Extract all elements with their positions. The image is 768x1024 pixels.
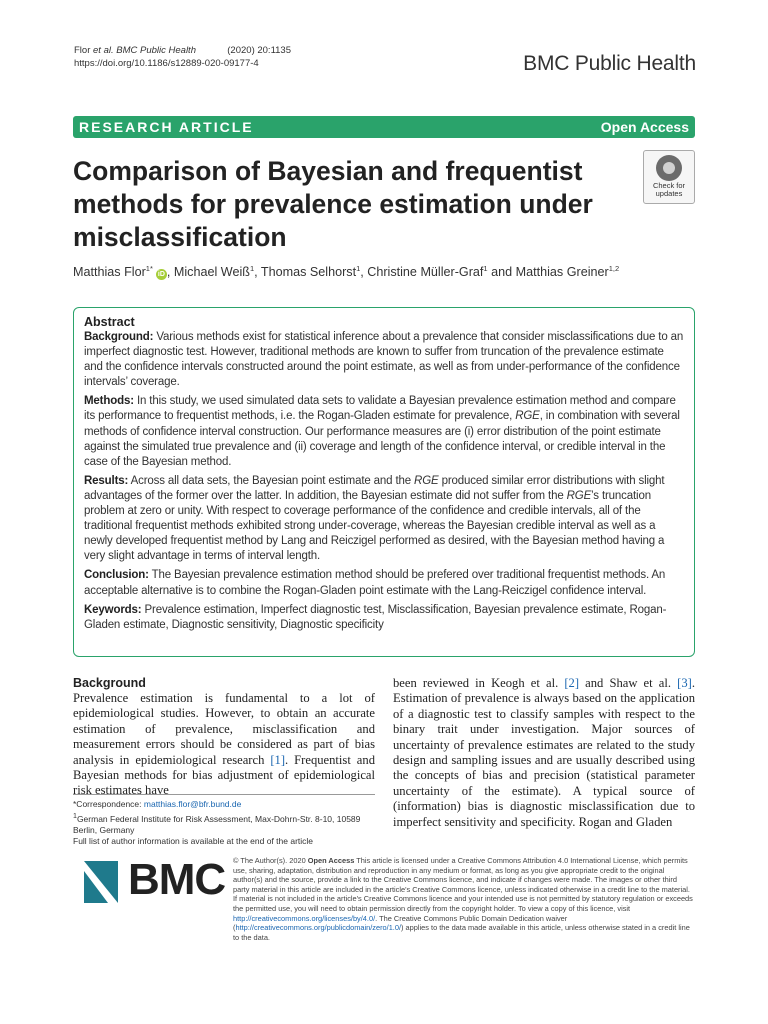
license-link[interactable]: http://creativecommons.org/licenses/by/4.0/ xyxy=(233,913,376,923)
full-author-info-note: Full list of author information is available at the end of the article xyxy=(73,836,314,847)
author-name[interactable]: , Thomas Selhorst xyxy=(254,265,357,280)
check-for-updates-line2: updates xyxy=(655,189,683,198)
article-type-banner xyxy=(73,116,695,138)
open-access-label: Open Access xyxy=(600,119,689,135)
cite-author: Flor xyxy=(74,45,91,56)
abstract-results: Results: Across all data sets, the Bayesian point estimate and the RGE produced similar error distributions with slight advantages of the former over the latter. In addition, the Bayesian estimate did not suffer from the RGE’s truncation problem at zero or unity. With respect to coverage performance of the confidence and credible intervals, all of the traditional frequentist methods exhibited strong under-coverage, whereas the Bayesian credible interval as well as a newly developed frequentist method by Lang and Reiczigel performed as desired, with the Bayesian method having a very slight advantage in terms of interval length. xyxy=(84,474,665,563)
license-statement: © The Author(s). 2020 Open Access This article is licensed under a Creative Commons Attribution 4.0 International License, which permits use, sharing, adaptation, distribution and reproduction in any medium or format, as long as you give appropriate credit to the original author(s) and the source, provide a link to the Creative Commons licence, and indicate if changes were made. The images or other third party material in this article are included in the article's Creative Commons licence, unless indicated otherwise in a credit line to the material. If material is not included in the article's Creative Commons licence and your intended use is not permitted by statutory regulation or exceeds the permitted use, you will need to obtain permission directly from the copyright holder. To view a copy of this licence, visit http://creativecommons.org/licenses/by/4.0/. The Creative Commons Public Domain Dedication waiver (http://creativecommons.org/publicdomain/zero/1.0/) applies to the data made available in this article, unless otherwise stated in a credit line to the data. xyxy=(233,856,693,942)
reference-link[interactable]: [1] xyxy=(270,752,286,767)
check-for-updates-line1: Check for xyxy=(652,181,686,190)
affiliation: German Federal Institute for Risk Assessment, Max-Dohrn-Str. 8-10, 10589 Berlin, Germany xyxy=(73,813,361,835)
abstract-heading: Abstract xyxy=(84,315,135,329)
body-right-column: been reviewed in Keogh et al. [2] and Shaw et al. [3]. Estimation of prevalence is always based on the application of a diagnostic test to classify samples with respect to the binary trait under investigation. Major sources of uncertainty of prevalence estimates are related to the study design and sampling issues and are usually described using the concepts of bias and precision (statistical parameter uncertainty of the estimate). A typical source of (information) bias is diagnostic misclassification due to imperfect sensitivity and specificity. Rogan and Gladen xyxy=(393,676,695,829)
abstract-conclusion: Conclusion: The Bayesian prevalence estimation method should be prefered over traditional frequentist methods. An acceptable alternative is to combine the Rogan-Gladen point estimate with the Lang-Reiczigel confidence interval. xyxy=(84,569,666,597)
article-title: Comparison of Bayesian and frequentist methods for prevalence estimation under misclassification xyxy=(73,156,593,252)
cite-et-al: et al. BMC Public Health xyxy=(93,45,196,56)
body-left-column: Background Prevalence estimation is fundamental to a lot of epidemiological studies. However, to obtain an accurate estimation of prevalence, misclassification and measurement errors should be considered as part of bias analysis in epidemiological research [1]. Frequentist and Bayesian methods for bias adjustment of epidemiological risk estimates have xyxy=(73,676,375,798)
correspondence-email-link[interactable]: matthias.flor@bfr.bund.de xyxy=(143,799,242,809)
author-name[interactable]: , Michael Weiß xyxy=(166,265,250,280)
abstract-box xyxy=(73,307,695,657)
abstract-background: Background: Various methods exist for statistical inference about a prevalence that consider misclassifications due to an imperfect diagnostic test. However, traditional methods are known to suffer from truncation of the prevalence estimate and the confidence intervals constructed around the point estimate, as well as from under-performance of the confidence intervals’ coverage. xyxy=(84,331,684,389)
article-type-label: RESEARCH ARTICLE xyxy=(79,119,254,135)
cite-volume: (2020) 20:1135 xyxy=(227,45,292,56)
crossmark-icon xyxy=(656,155,682,181)
orcid-icon[interactable]: iD xyxy=(157,271,165,279)
abstract-keywords: Keywords: Prevalence estimation, Imperfect diagnostic test, Misclassification, Bayesian prevalence estimate, Rogan-Gladen estimate, Diagnostic sensitivity, Diagnostic specificity xyxy=(84,603,667,631)
citation-block xyxy=(74,44,291,70)
abstract-methods: Methods: In this study, we used simulated data sets to validate a Bayesian prevalence estimation method and compare its performance to frequentist methods, i.e. the Rogan-Gladen estimate for prevalence, RGE, in combination with several methods of confidence interval construction. Our performance measures are (i) error distribution of the point estimate against the simulated true prevalence and (ii) coverage and length of the confidence interval, or credible interval in the case of the Bayesian method. xyxy=(84,395,680,468)
bmc-logo-text: BMC xyxy=(128,855,226,904)
footnotes: *Correspondence: matthias.flor@bfr.bund.de $^1$German Federal Institute for Risk Assessment, Max-Dohrn-Str. 8-10, 10589 Berlin, Germany Full list of author information is available at the end of the article xyxy=(73,794,375,848)
reference-link[interactable]: [2] xyxy=(564,676,580,690)
journal-name: BMC Public Health xyxy=(523,52,696,75)
doi-link[interactable]: https://doi.org/10.1186/s12889-020-09177-4 xyxy=(74,58,259,69)
reference-link[interactable]: [3] xyxy=(677,676,692,690)
cc0-link[interactable]: http://creativecommons.org/publicdomain/zero/1.0/ xyxy=(235,923,402,933)
check-for-updates-button[interactable] xyxy=(643,150,695,204)
section-heading-background: Background xyxy=(73,676,146,690)
author-name[interactable]: and Matthias Greiner xyxy=(487,265,609,280)
author-name[interactable]: Matthias Flor xyxy=(73,265,146,280)
author-name[interactable]: , Christine Müller-Graf xyxy=(360,265,484,280)
author-list: Matthias Flor$^{1*}$iD , Michael Weiß$^1$, Thomas Selhorst$^1$, Christine Müller-Graf$^1$ and Matthias Greiner$^{1,2}$ xyxy=(73,264,620,280)
